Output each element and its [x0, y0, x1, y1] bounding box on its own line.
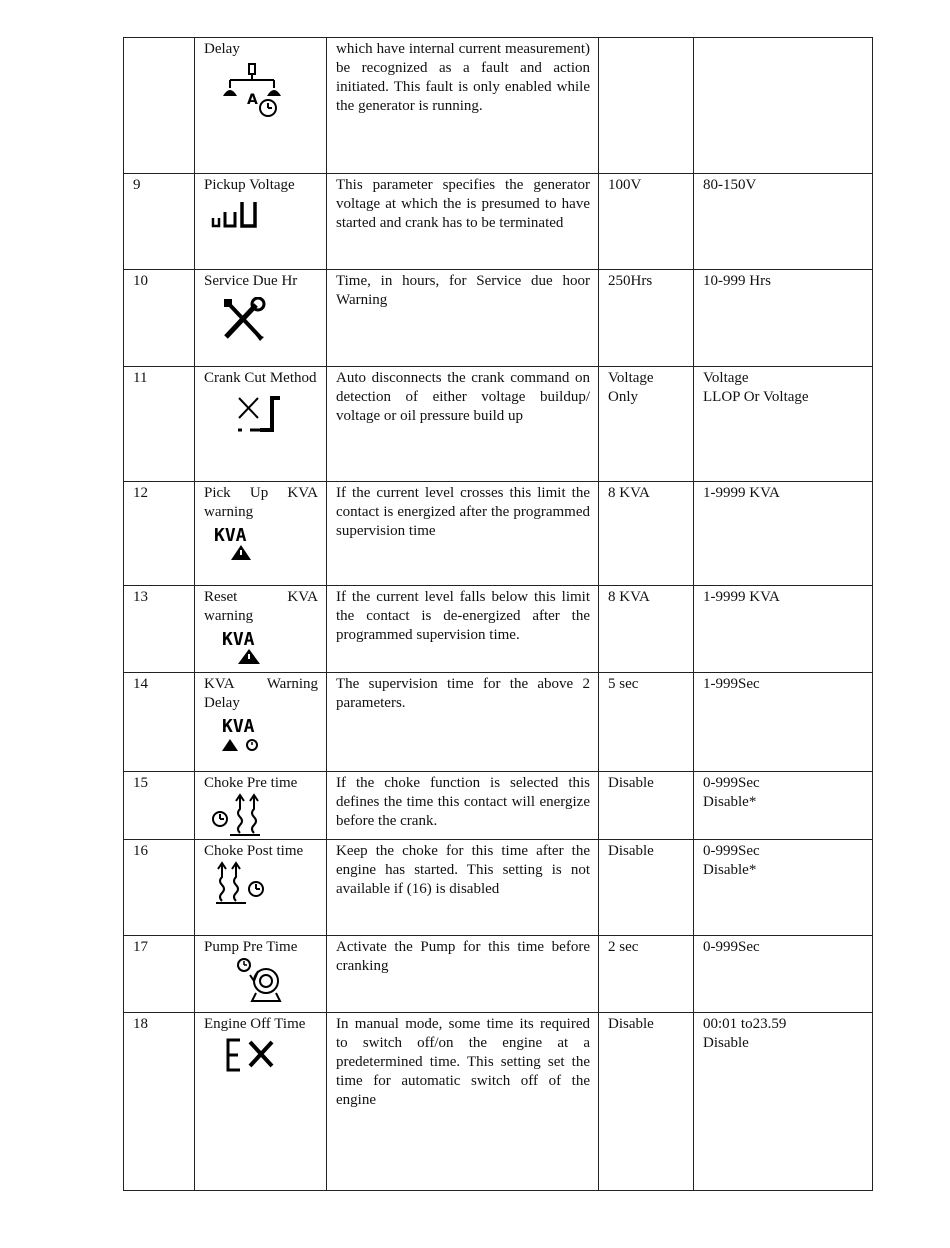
- table-row: [124, 772, 873, 840]
- param-name-cell: [195, 38, 327, 174]
- table-row: [124, 936, 873, 1013]
- voltage-waveform-icon: [210, 198, 318, 232]
- svg-text:KVA: KVA: [222, 629, 255, 650]
- param-range: 1-9999 KVA: [694, 586, 873, 673]
- param-description: Keep the choke for this time after the engine has started. This setting is not available if (16) is disabled: [327, 840, 599, 936]
- param-default: 8 KVA: [599, 586, 694, 673]
- table-row: [124, 38, 873, 174]
- crank-cut-icon: [236, 392, 318, 434]
- param-name-cell: [195, 673, 327, 772]
- param-description: which have internal current measurement) be recognized as a fault and action initiated. This fault is only enabled while the generator is running.: [327, 38, 599, 174]
- param-description: If the current level falls below this limit the contact is de-energized after the programmed supervision time.: [327, 586, 599, 673]
- param-name: Reset KVA warning: [204, 589, 318, 624]
- pump-clock-icon: [236, 957, 318, 1005]
- param-range: 0-999Sec: [694, 936, 873, 1013]
- param-description: Time, in hours, for Service due hoor Warning: [327, 270, 599, 367]
- param-number: 16: [124, 840, 195, 936]
- param-range: [694, 38, 873, 174]
- table-row: [124, 174, 873, 270]
- param-description: Activate the Pump for this time before cranking: [327, 936, 599, 1013]
- param-range: 1-9999 KVA: [694, 482, 873, 586]
- param-name: Service Due Hr: [204, 273, 298, 289]
- param-range: 1-999Sec: [694, 673, 873, 772]
- param-name-cell: [195, 1013, 327, 1191]
- param-description: If the current level crosses this limit the contact is energized after the programmed supervision time: [327, 482, 599, 586]
- param-default: Disable: [599, 840, 694, 936]
- param-name: Delay: [204, 41, 240, 57]
- table-row: [124, 482, 873, 586]
- wrench-screwdriver-icon: [220, 297, 318, 343]
- param-default: 100V: [599, 174, 694, 270]
- param-range: 0-999Sec Disable*: [694, 772, 873, 840]
- param-name: Pick Up KVA warning: [204, 485, 318, 520]
- param-name: Pickup Voltage: [204, 177, 295, 193]
- param-number: 18: [124, 1013, 195, 1191]
- param-name: Choke Post time: [204, 843, 304, 859]
- param-description: Auto disconnects the crank command on detection of either voltage buildup/ voltage or oil pressure build up: [327, 367, 599, 482]
- param-default: 250Hrs: [599, 270, 694, 367]
- param-name-cell: [195, 772, 327, 840]
- table-row: [124, 367, 873, 482]
- table-row: [124, 586, 873, 673]
- param-name-cell: [195, 586, 327, 673]
- table-row: [124, 270, 873, 367]
- param-name-cell: [195, 174, 327, 270]
- param-number: 13: [124, 586, 195, 673]
- param-range: Voltage LLOP Or Voltage: [694, 367, 873, 482]
- param-number: 10: [124, 270, 195, 367]
- param-number: 12: [124, 482, 195, 586]
- param-description: This parameter specifies the generator voltage at which the is presumed to have started and crank has to be terminated: [327, 174, 599, 270]
- engine-off-ex-icon: [224, 1038, 318, 1074]
- param-default: 8 KVA: [599, 482, 694, 586]
- param-name-cell: [195, 840, 327, 936]
- param-number: 9: [124, 174, 195, 270]
- svg-text:EX: EX: [224, 1038, 226, 1039]
- param-range: 80-150V: [694, 174, 873, 270]
- param-description: The supervision time for the above 2 parameters.: [327, 673, 599, 772]
- param-range: 00:01 to23.59 Disable: [694, 1013, 873, 1191]
- param-number: 17: [124, 936, 195, 1013]
- param-name-cell: [195, 270, 327, 367]
- param-range: 10-999 Hrs: [694, 270, 873, 367]
- svg-text:KVA: KVA: [214, 525, 247, 546]
- parameter-table: [123, 37, 873, 1191]
- balance-scale-amps-clock-icon: [220, 62, 318, 120]
- param-name-cell: [195, 482, 327, 586]
- param-number: 11: [124, 367, 195, 482]
- param-name: KVA Warning Delay: [204, 676, 318, 711]
- table-row: [124, 1013, 873, 1191]
- table-row: [124, 840, 873, 936]
- param-description: In manual mode, some time its required to switch off/on the engine at a predetermined time. This setting set the time for automatic switch off of the engine: [327, 1013, 599, 1191]
- param-name: Crank Cut Method: [204, 370, 317, 386]
- param-number: 15: [124, 772, 195, 840]
- param-name: Pump Pre Time: [204, 939, 298, 955]
- param-range: 0-999Sec Disable*: [694, 840, 873, 936]
- param-number: [124, 38, 195, 174]
- choke-pre-icon: [210, 793, 318, 837]
- param-default: [599, 38, 694, 174]
- param-default: Voltage Only: [599, 367, 694, 482]
- param-number: 14: [124, 673, 195, 772]
- param-default: Disable: [599, 772, 694, 840]
- param-default: 5 sec: [599, 673, 694, 772]
- param-name: Choke Pre time: [204, 775, 298, 791]
- param-description: If the choke function is selected this defines the time this contact will energize before the crank.: [327, 772, 599, 840]
- svg-text:A: A: [247, 92, 258, 108]
- choke-post-icon: [214, 861, 318, 905]
- param-name: Engine Off Time: [204, 1016, 306, 1032]
- table-row: [124, 673, 873, 772]
- param-name-cell: [195, 936, 327, 1013]
- param-name-cell: [195, 367, 327, 482]
- kva-warning-icon: [212, 522, 318, 562]
- kva-warning-clock-icon: [220, 713, 318, 753]
- svg-text:KVA: KVA: [222, 716, 255, 737]
- param-default: Disable: [599, 1013, 694, 1191]
- param-default: 2 sec: [599, 936, 694, 1013]
- kva-warning-icon: [220, 626, 318, 666]
